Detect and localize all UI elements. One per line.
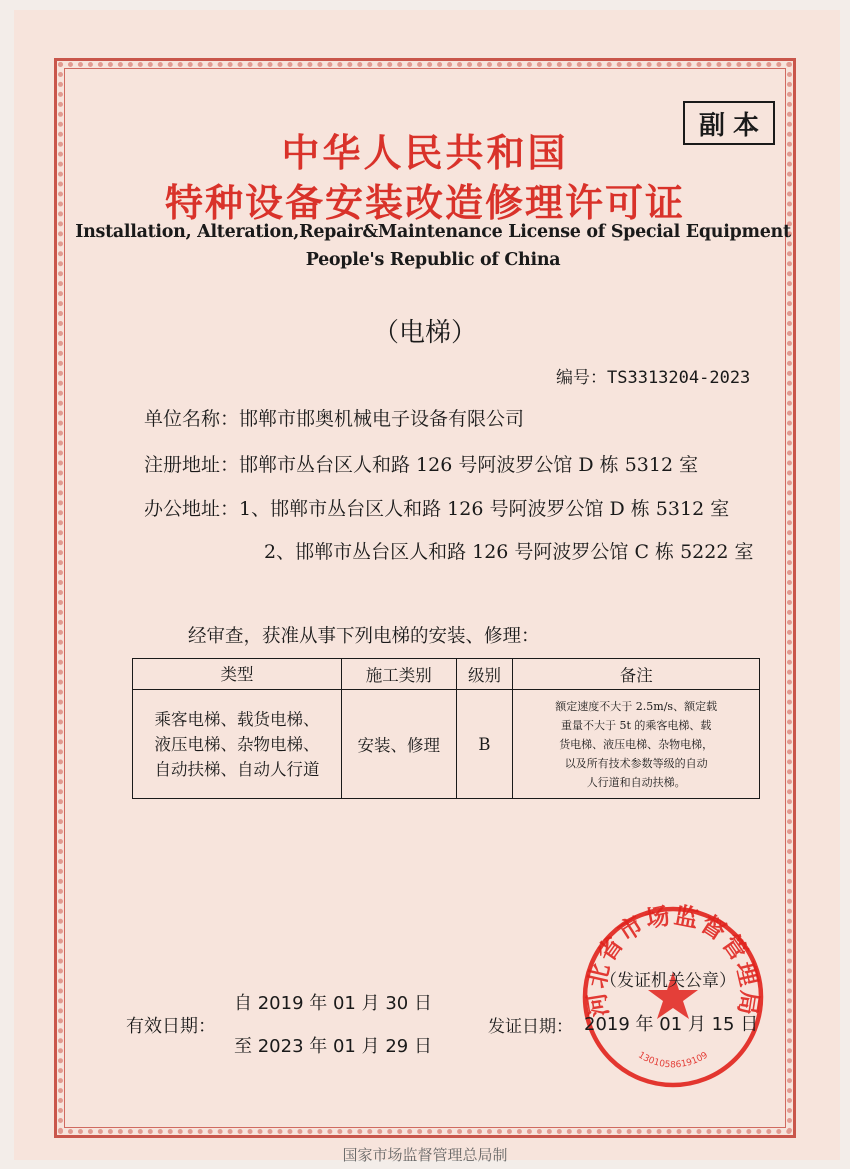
- company-name: 邯郸市邯奥机械电子设备有限公司: [239, 408, 525, 430]
- table-header-row: [133, 659, 760, 690]
- title-cn-line2: 特种设备安装改造修理许可证: [164, 181, 685, 225]
- validity-label: 有效日期：: [126, 1016, 216, 1037]
- office-address-row: [144, 494, 729, 521]
- cell-level: B: [456, 690, 513, 799]
- license-category: （电梯）: [372, 318, 477, 348]
- seal-text: 河北省市场监督管理局: [582, 902, 764, 1019]
- title-en-line2: People's Republic of China: [305, 250, 561, 270]
- valid-from: 自 2019 年 01 月 30 日: [234, 993, 432, 1014]
- registered-address-label: 注册地址：: [144, 454, 240, 476]
- office-address-label: 办公地址：: [144, 498, 240, 520]
- scope-table: [132, 658, 760, 799]
- table-row: [133, 690, 760, 799]
- registered-address: 邯郸市丛台区人和路 126 号阿波罗公馆 D 栋 5312 室: [239, 454, 699, 476]
- title-en-line1: Installation, Alteration,Repair&Maintenance License of Special Equipment: [75, 222, 791, 242]
- seal-caption: （发证机关公章）: [600, 971, 736, 991]
- type-line: 自动扶梯、自动人行道: [154, 759, 320, 779]
- header-remark: 备注: [513, 659, 760, 690]
- license-number-value: TS3313204-2023: [607, 368, 751, 388]
- type-line: 乘客电梯、载货电梯、: [154, 709, 320, 729]
- cell-type: [133, 690, 342, 799]
- header-type: 类型: [133, 659, 342, 690]
- valid-to: 至 2023 年 01 月 29 日: [234, 1036, 432, 1057]
- seal-code: 1301058619109: [636, 1050, 710, 1071]
- office-address-1: 1、邯郸市丛台区人和路 126 号阿波罗公馆 D 栋 5312 室: [239, 498, 730, 520]
- registered-address-row: [144, 450, 698, 477]
- copy-stamp: 副本: [683, 101, 775, 145]
- header-level: 级别: [456, 659, 513, 690]
- license-number: [556, 363, 750, 388]
- remark-line: 人行道和自动扶梯。: [586, 775, 686, 789]
- remark-line: 以及所有技术参数等级的自动: [564, 756, 708, 770]
- license-number-label: 编号：: [556, 368, 607, 388]
- cell-remark: [513, 690, 760, 799]
- company-label: 单位名称：: [144, 408, 240, 430]
- remark-line: 额定速度不大于 2.5m/s、额定载: [555, 699, 718, 713]
- approval-statement: 经审查，获准从事下列电梯的安装、修理：: [188, 626, 540, 647]
- svg-text:1301058619109: [636, 1050, 710, 1070]
- company-row: [144, 404, 524, 431]
- cell-work-category: 安装、修理: [342, 690, 456, 799]
- title-cn-line1: 中华人民共和国: [281, 131, 569, 175]
- issuer-footer: 国家市场监督管理总局制: [342, 1146, 508, 1164]
- issue-date: 2019 年 01 月 15 日: [584, 1014, 759, 1035]
- type-line: 液压电梯、杂物电梯、: [154, 734, 320, 754]
- remark-line: 货电梯、液压电梯、杂物电梯，: [559, 737, 714, 751]
- remark-line: 重量不大于 5t 的乘客电梯、载: [560, 718, 712, 732]
- header-work-category: 施工类别: [342, 659, 456, 690]
- office-address-2: 2、邯郸市丛台区人和路 126 号阿波罗公馆 C 栋 5222 室: [264, 541, 754, 563]
- issue-date-label: 发证日期：: [488, 1017, 573, 1037]
- official-seal: [578, 902, 768, 1092]
